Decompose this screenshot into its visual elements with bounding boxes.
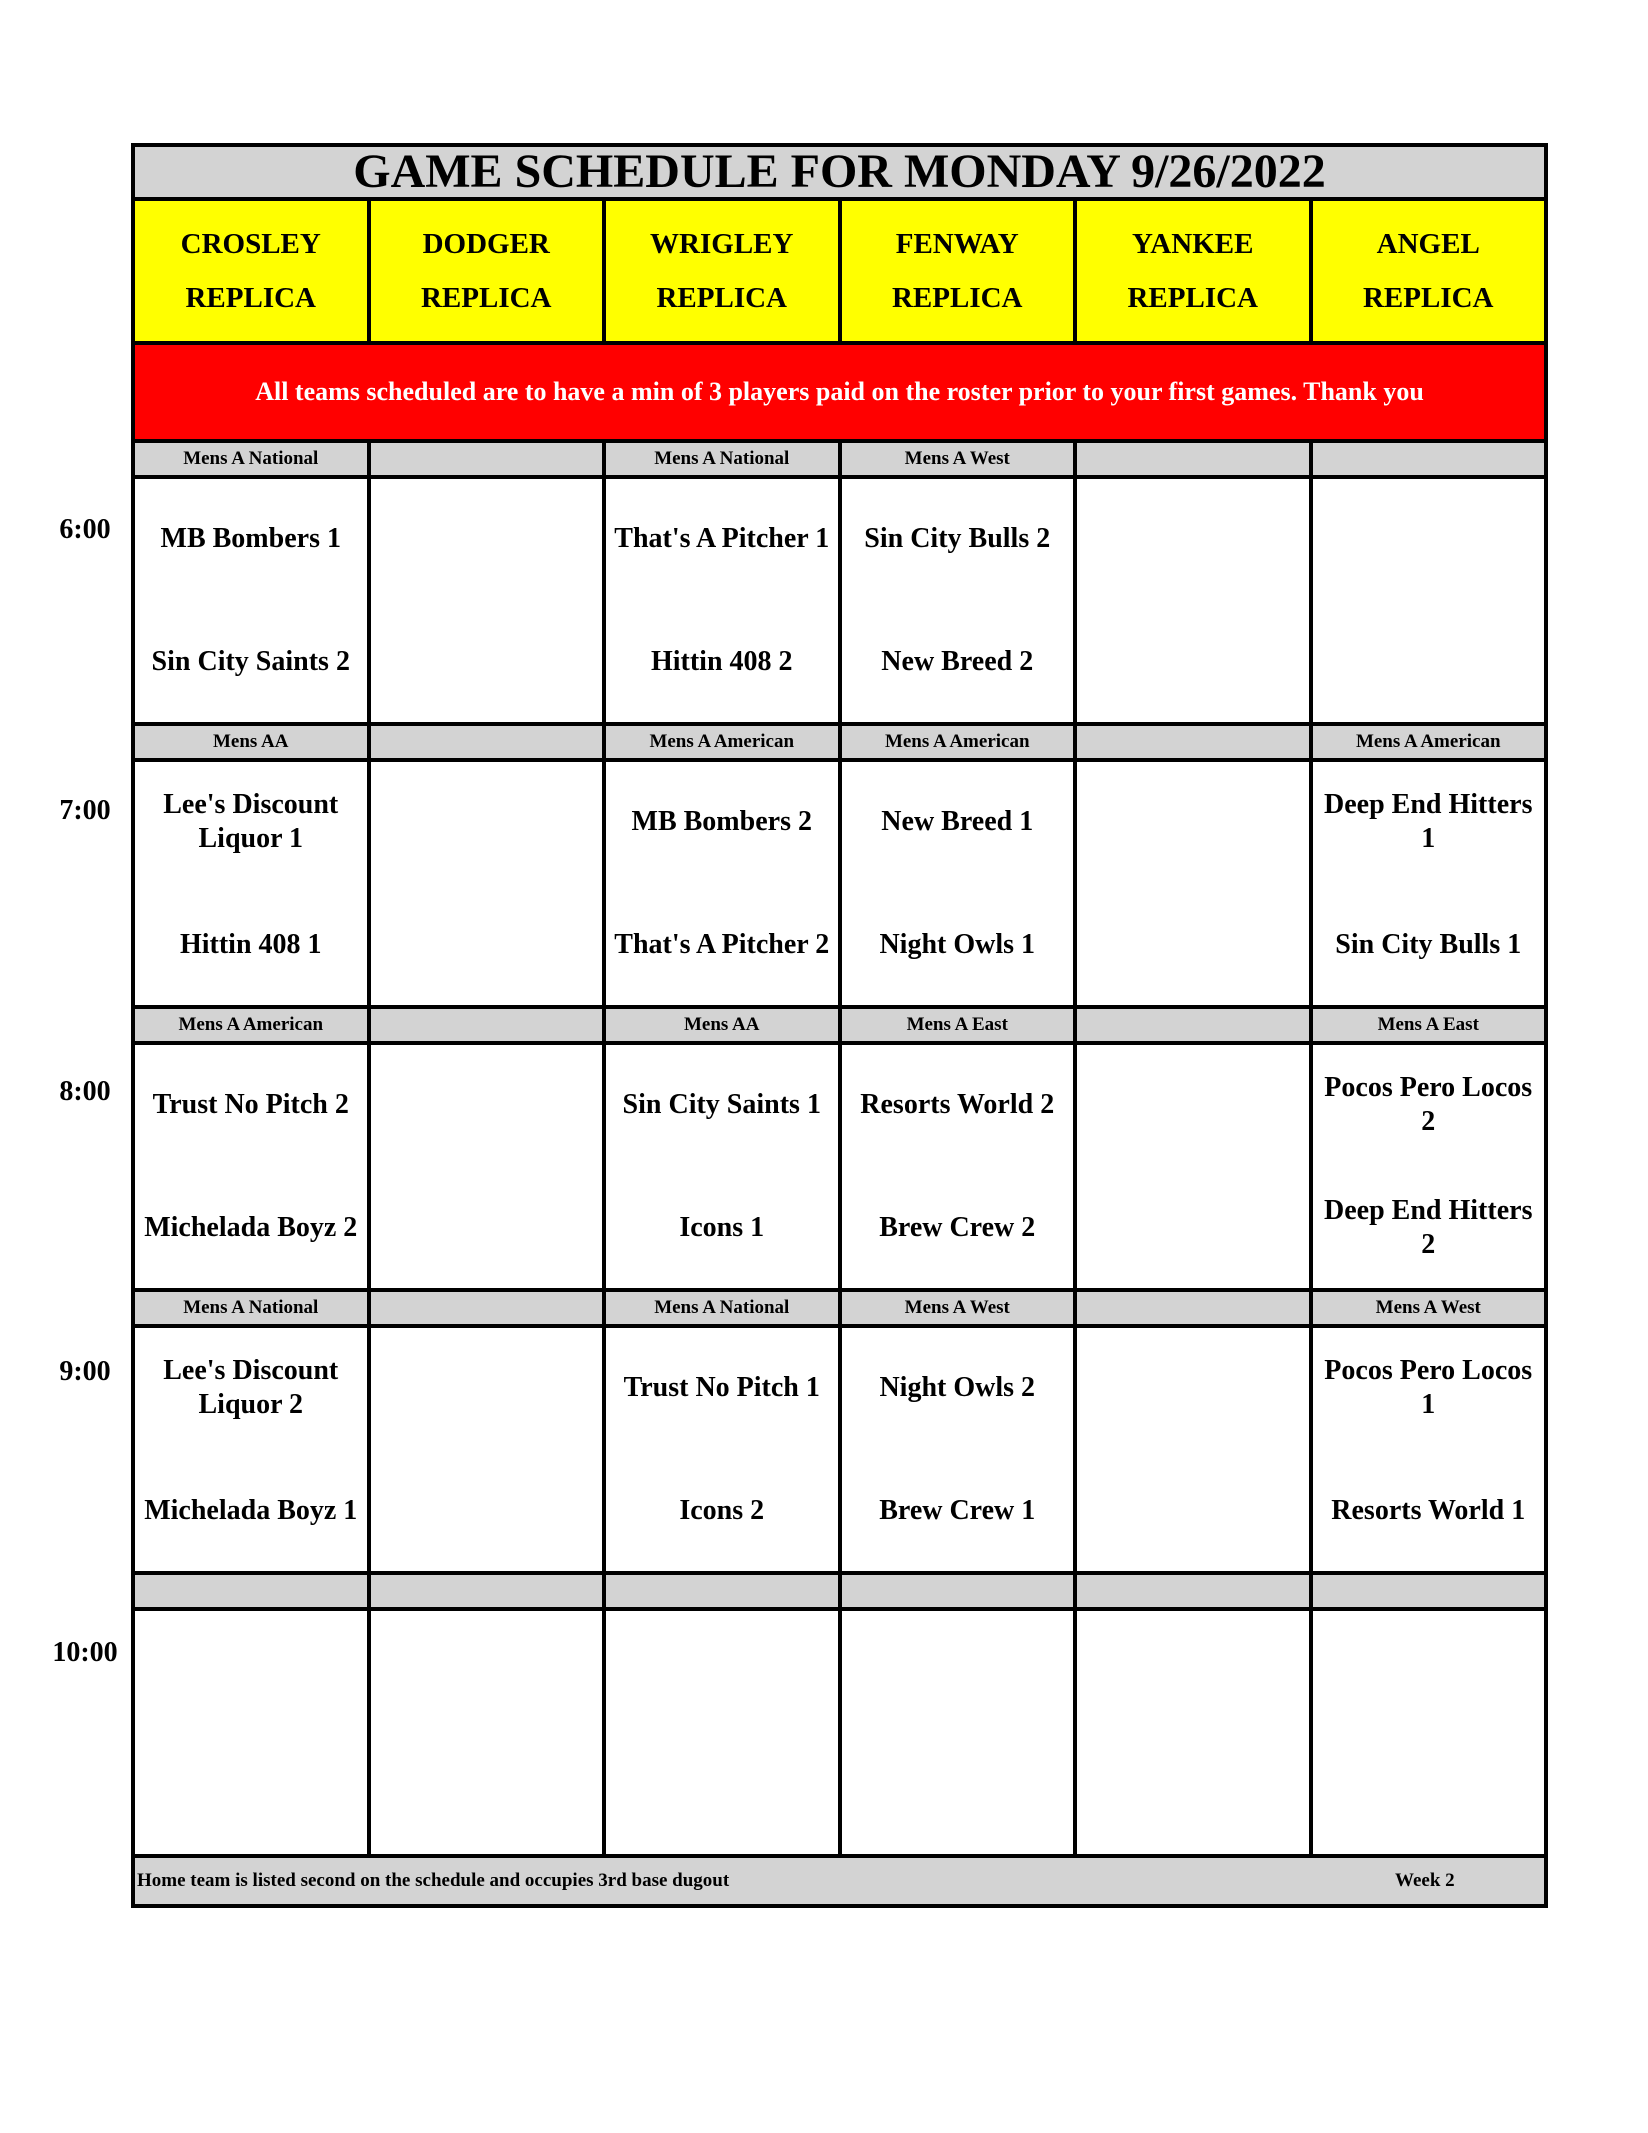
away-team: Trust No Pitch 1	[623, 1372, 820, 1403]
home-team	[1077, 911, 1309, 979]
division-label	[371, 1009, 607, 1041]
division-label: Mens A National	[135, 1292, 371, 1324]
field-header-wrigley	[606, 201, 842, 341]
home-team	[606, 1760, 838, 1828]
game-cell	[606, 479, 842, 722]
game-cell	[606, 1328, 842, 1571]
game-cell	[1313, 762, 1545, 1005]
home-team: Brew Crew 2	[879, 1212, 1036, 1243]
home-team: Sin City Bulls 1	[1335, 929, 1522, 960]
time-label: 9:00	[59, 1356, 111, 1387]
division-label: Mens A East	[1377, 1014, 1479, 1035]
away-team: Deep End Hitters 1	[1324, 789, 1533, 854]
game-cell	[371, 479, 607, 722]
away-team	[371, 505, 603, 573]
away-team	[606, 1637, 838, 1705]
home-team: Hittin 408 1	[179, 929, 322, 960]
division-label	[135, 1575, 371, 1607]
away-team: MB Bombers 2	[631, 806, 812, 837]
field-name: DODGER	[422, 228, 550, 260]
game-cell	[135, 762, 371, 1005]
game-cell	[1313, 1611, 1545, 1854]
away-team	[135, 1637, 367, 1705]
home-team	[371, 1760, 603, 1828]
game-cell	[371, 1611, 607, 1854]
away-team	[1077, 788, 1309, 856]
home-team: Deep End Hitters 2	[1324, 1195, 1533, 1260]
field-name: CROSLEY	[180, 228, 321, 260]
away-team	[371, 788, 603, 856]
schedule-sheet	[131, 143, 1548, 1908]
home-team: Icons 1	[679, 1212, 765, 1243]
away-team	[371, 1071, 603, 1139]
home-team: That's A Pitcher 2	[614, 929, 830, 960]
away-team	[371, 1354, 603, 1422]
division-label	[1077, 1292, 1313, 1324]
game-cell	[135, 1611, 371, 1854]
away-team	[1077, 1354, 1309, 1422]
game-cell	[1313, 479, 1545, 722]
home-team	[1077, 1760, 1309, 1828]
away-team	[1077, 1637, 1309, 1705]
game-cell	[842, 1045, 1078, 1288]
division-label	[371, 443, 607, 475]
game-cell	[135, 479, 371, 722]
away-team: Pocos Pero Locos 2	[1324, 1072, 1533, 1137]
away-team: Resorts World 2	[860, 1089, 1055, 1120]
away-team	[1077, 1071, 1309, 1139]
home-team: Michelada Boyz 1	[144, 1495, 358, 1526]
away-team: New Breed 1	[881, 806, 1034, 837]
away-team	[1077, 505, 1309, 573]
home-team: Resorts World 1	[1331, 1495, 1526, 1526]
division-row	[135, 1292, 1544, 1328]
field-name: ANGEL	[1376, 228, 1480, 260]
away-team: Lee's Discount Liquor 1	[163, 789, 339, 854]
division-label: Mens AA	[606, 1009, 842, 1041]
division-label: Mens A National	[135, 443, 371, 475]
game-cell	[371, 1328, 607, 1571]
home-team	[1313, 1760, 1545, 1828]
away-team: That's A Pitcher 1	[614, 523, 830, 554]
home-team	[135, 1760, 367, 1828]
division-label: Mens A West	[842, 443, 1078, 475]
field-header-yankee	[1077, 201, 1313, 341]
time-slots	[135, 443, 1544, 1858]
field-header-angel	[1313, 201, 1545, 341]
division-label	[842, 1575, 1078, 1607]
home-team: Michelada Boyz 2	[144, 1212, 358, 1243]
division-row	[135, 1009, 1544, 1045]
home-team: Icons 2	[679, 1495, 765, 1526]
game-cell	[842, 1328, 1078, 1571]
game-cell	[1077, 1328, 1313, 1571]
division-label	[1077, 1575, 1313, 1607]
page-title: GAME SCHEDULE FOR MONDAY 9/26/2022	[135, 147, 1544, 201]
home-team	[1077, 628, 1309, 696]
field-sub: REPLICA	[656, 282, 787, 314]
division-label	[371, 1292, 607, 1324]
game-row	[135, 1045, 1544, 1292]
footer	[135, 1858, 1544, 1904]
division-row	[135, 443, 1544, 479]
away-team: Night Owls 2	[879, 1372, 1036, 1403]
game-cell	[135, 1328, 371, 1571]
game-row	[135, 1611, 1544, 1858]
time-label: 6:00	[59, 514, 111, 545]
away-team	[371, 1637, 603, 1705]
away-team: Sin City Bulls 2	[864, 523, 1051, 554]
game-cell	[1077, 1045, 1313, 1288]
division-label: Mens A American	[135, 1009, 371, 1041]
division-label: Mens A West	[842, 1292, 1078, 1324]
away-team: Trust No Pitch 2	[152, 1089, 349, 1120]
field-header-fenway	[842, 201, 1078, 341]
home-team	[371, 628, 603, 696]
division-row	[135, 726, 1544, 762]
time-label: 10:00	[52, 1637, 118, 1668]
field-sub: REPLICA	[185, 282, 316, 314]
home-team	[1077, 1194, 1309, 1262]
division-label	[371, 1575, 607, 1607]
division-label: Mens A National	[606, 443, 842, 475]
game-cell	[842, 762, 1078, 1005]
field-header-row	[135, 201, 1544, 345]
week-label: Week 2	[1395, 1870, 1455, 1891]
game-row	[135, 479, 1544, 726]
game-cell	[371, 762, 607, 1005]
division-label	[1313, 443, 1545, 475]
home-team-note: Home team is listed second on the schedule and occupies 3rd base dugout	[137, 1870, 730, 1891]
away-team	[1313, 505, 1545, 573]
home-team	[371, 1194, 603, 1262]
away-team: Lee's Discount Liquor 2	[163, 1355, 339, 1420]
division-row	[135, 1575, 1544, 1611]
game-cell	[842, 1611, 1078, 1854]
home-team	[842, 1760, 1074, 1828]
division-label: Mens AA	[135, 726, 371, 758]
division-label: Mens A American	[1355, 731, 1501, 752]
game-cell	[606, 1611, 842, 1854]
field-sub: REPLICA	[1127, 282, 1258, 314]
home-team	[371, 911, 603, 979]
division-label	[371, 726, 607, 758]
game-cell	[1313, 1045, 1545, 1288]
away-team	[842, 1637, 1074, 1705]
away-team: Sin City Saints 1	[622, 1089, 821, 1120]
game-row	[135, 762, 1544, 1009]
roster-notice: All teams scheduled are to have a min of 3 players paid on the roster prior to your first games. Thank you	[135, 345, 1544, 443]
game-cell	[371, 1045, 607, 1288]
game-cell	[1077, 1611, 1313, 1854]
division-label: Mens A East	[842, 1009, 1078, 1041]
home-team: Sin City Saints 2	[151, 646, 350, 677]
field-name: WRIGLEY	[650, 228, 794, 260]
game-cell	[1313, 1328, 1545, 1571]
field-header-dodger	[371, 201, 607, 341]
division-label: Mens A National	[606, 1292, 842, 1324]
game-cell	[606, 1045, 842, 1288]
game-row	[135, 1328, 1544, 1575]
field-name: YANKEE	[1132, 228, 1254, 260]
time-label: 7:00	[59, 795, 111, 826]
division-label: Mens A American	[842, 726, 1078, 758]
field-sub: REPLICA	[891, 282, 1023, 314]
home-team	[1313, 628, 1545, 696]
home-team: Brew Crew 1	[879, 1495, 1036, 1526]
field-name: FENWAY	[895, 228, 1019, 260]
field-header-crosley	[135, 201, 371, 341]
time-label: 8:00	[59, 1076, 111, 1107]
home-team: Night Owls 1	[879, 929, 1036, 960]
game-cell	[606, 762, 842, 1005]
home-team	[371, 1477, 603, 1545]
game-cell	[1077, 762, 1313, 1005]
division-label	[606, 1575, 842, 1607]
field-sub: REPLICA	[1362, 282, 1494, 314]
away-team	[1313, 1637, 1545, 1705]
division-label	[1077, 1009, 1313, 1041]
division-label	[1077, 443, 1313, 475]
away-team: Pocos Pero Locos 1	[1324, 1355, 1533, 1420]
field-sub: REPLICA	[420, 282, 552, 314]
home-team	[1077, 1477, 1309, 1545]
game-cell	[1077, 479, 1313, 722]
away-team: MB Bombers 1	[160, 523, 341, 554]
division-label: Mens A American	[606, 726, 842, 758]
home-team: New Breed 2	[881, 646, 1034, 677]
division-label	[1313, 1575, 1545, 1607]
game-cell	[842, 479, 1078, 722]
home-team: Hittin 408 2	[650, 646, 793, 677]
division-label	[1077, 726, 1313, 758]
division-label: Mens A West	[1375, 1297, 1481, 1318]
game-cell	[135, 1045, 371, 1288]
